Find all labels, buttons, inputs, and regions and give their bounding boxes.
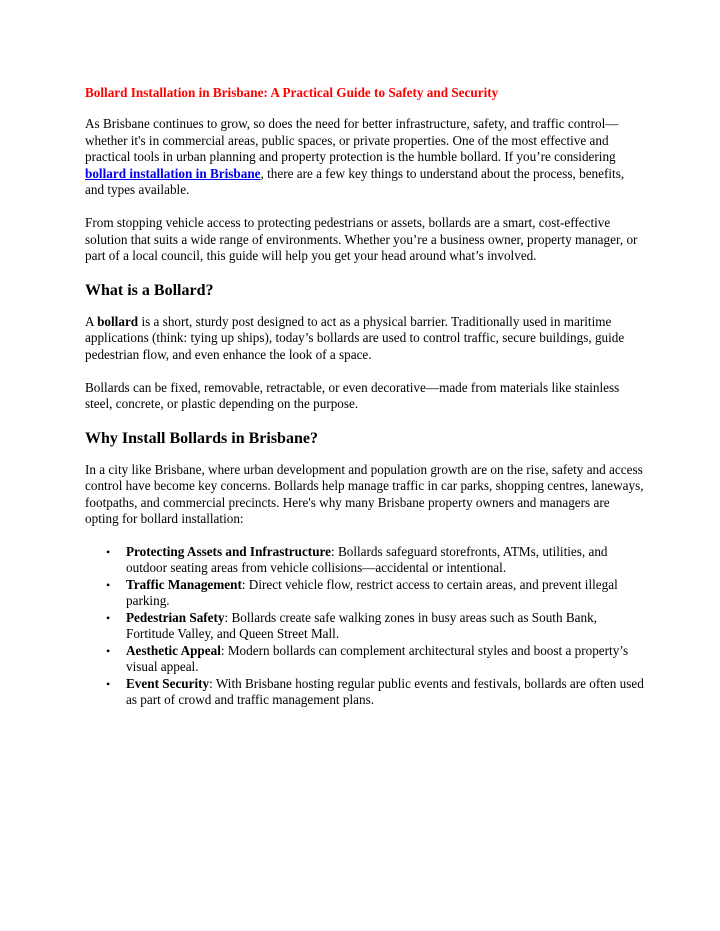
intro-p1-text-after: , there are a few key things to understand about the process, benefits, and types available. xyxy=(85,165,625,197)
section2-paragraph-1: In a city like Brisbane, where urban development and population growth are on the rise, safety and access control have become key concerns. Bollards help manage traffic in car parks, shopping centres, laneways, footpaths, and commercial precincts. Here's why many Brisbane property owners and managers are opting for bollard installation: xyxy=(85,461,644,526)
list-item-label: Protecting Assets and Infrastructure xyxy=(126,543,331,559)
bollard-installation-link[interactable]: bollard installation in Brisbane xyxy=(85,165,261,181)
list-item xyxy=(85,577,645,610)
intro-p1-text-before: As Brisbane continues to grow, so does the need for better infrastructure, safety, and traffic control—whether it's in commercial areas, public spaces, or private properties. One of the most effective and practical tools in urban planning and property protection is the humble bollard. If you’re considering xyxy=(85,116,619,164)
list-item xyxy=(85,544,645,577)
intro-paragraph-1 xyxy=(85,116,645,199)
list-item-label: Aesthetic Appeal xyxy=(126,642,221,658)
bullet-icon: • xyxy=(106,676,111,691)
list-item xyxy=(85,643,645,676)
list-item-text: : With Brisbane hosting regular public events and festivals, bollards are often used as part of crowd and traffic management plans. xyxy=(126,675,644,707)
bollard-term: bollard xyxy=(97,313,139,329)
section1-p1-prefix: A xyxy=(85,313,98,329)
bullet-icon: • xyxy=(106,577,111,592)
list-item-text: : Modern bollards can complement architectural styles and boost a property’s visual appeal. xyxy=(126,642,629,674)
section-heading-what-is-bollard: What is a Bollard? xyxy=(85,281,214,299)
list-item-text: : Bollards safeguard storefronts, ATMs, utilities, and outdoor seating areas from vehicle collisions—accidental or intentional. xyxy=(126,543,608,575)
section1-p1-rest: is a short, sturdy post designed to act as a physical barrier. Traditionally used in maritime applications (think: tying up ships), today’s bollards are used to control traffic, secure buildings, guide pedestrian flow, and even enhance the look of a space. xyxy=(85,313,625,362)
bullet-icon: • xyxy=(106,610,111,625)
section1-paragraph-2: Bollards can be fixed, removable, retractable, or even decorative—made from materials like stainless steel, concrete, or plastic depending on the purpose. xyxy=(85,379,620,411)
list-item-label: Traffic Management xyxy=(126,576,242,592)
benefits-list xyxy=(85,544,645,709)
list-item-text: : Direct vehicle flow, restrict access to certain areas, and prevent illegal parking. xyxy=(126,576,618,608)
page-title: Bollard Installation in Brisbane: A Practical Guide to Safety and Security xyxy=(85,85,499,100)
intro-paragraph-2: From stopping vehicle access to protecting pedestrians or assets, bollards are a smart, cost-effective solution that suits a wide range of environments. Whether you’re a business owner, property manager, or part of a local council, this guide will help you get your head around what’s involved. xyxy=(85,215,638,263)
section-heading-why-install: Why Install Bollards in Brisbane? xyxy=(85,429,318,447)
bullet-icon: • xyxy=(106,544,111,559)
list-item-label: Pedestrian Safety xyxy=(126,609,225,625)
list-item-label: Event Security xyxy=(126,675,210,691)
list-item xyxy=(85,610,645,643)
list-item xyxy=(85,676,645,709)
bullet-icon: • xyxy=(106,643,111,658)
section1-paragraph-1 xyxy=(85,314,645,364)
document-content xyxy=(85,84,645,709)
list-item-text: : Bollards create safe walking zones in busy areas such as South Bank, Fortitude Valley, and Queen Street Mall. xyxy=(126,609,597,641)
